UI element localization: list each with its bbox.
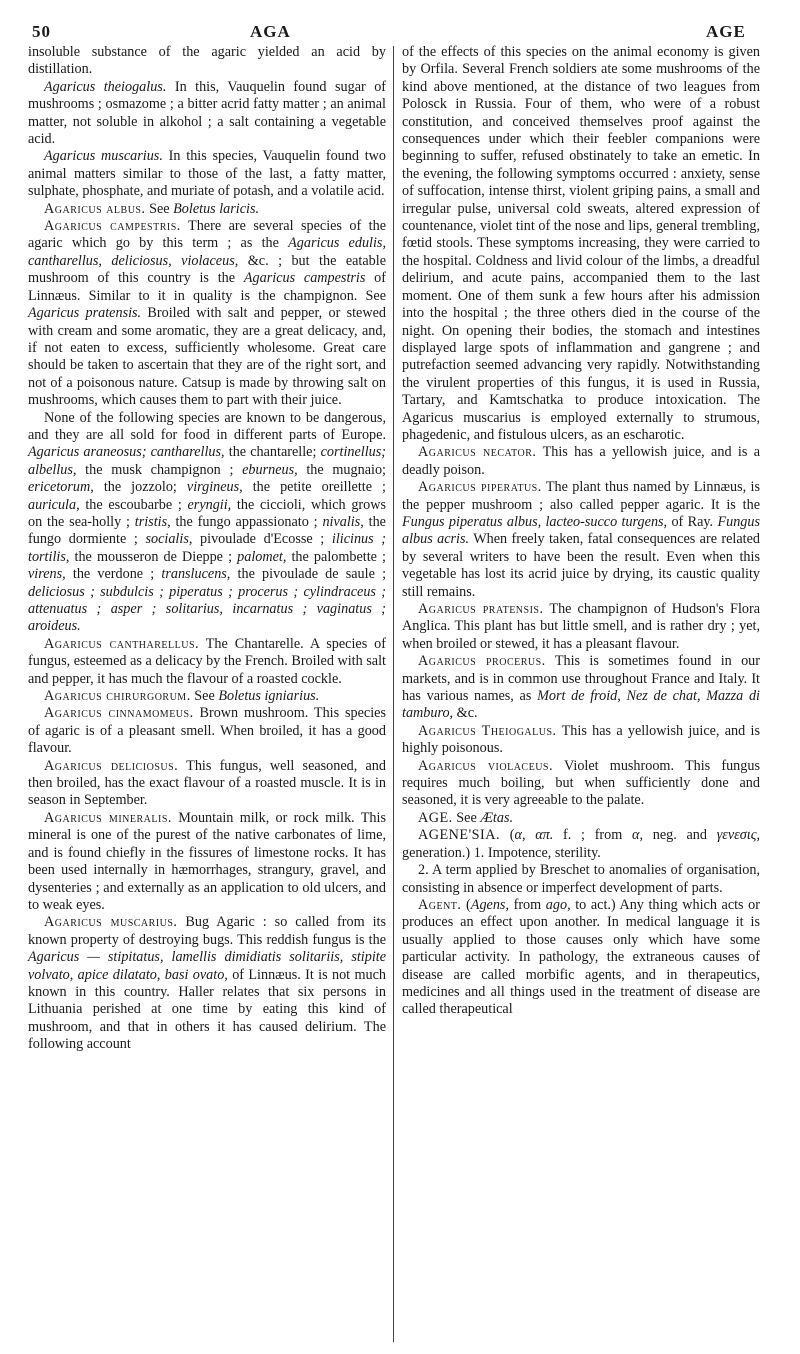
entry-headword: Agaricus cantharellus. — [44, 635, 200, 652]
italic-term: tristis, — [134, 513, 171, 530]
page-number: 50 — [32, 22, 51, 41]
entry-text: &c. — [453, 705, 478, 722]
entry-text: the mousseron de Dieppe ; — [69, 548, 238, 565]
italic-term: palomet, — [237, 548, 287, 565]
italic-term: socialis, — [145, 531, 193, 548]
entry-paragraph — [28, 44, 386, 79]
entry-text: Violet mushroom. This fungus requires much boiling, but when sufficiently done and seasoned, it is very agreeable to the palate. — [402, 757, 760, 809]
entry-headword: Agaricus necator. — [418, 444, 537, 461]
italic-term: virens, — [28, 566, 66, 583]
italic-term: translucens, — [161, 566, 231, 583]
entry-text: The champignon of Hudson's Flora Anglica. This plant has but little smell, and is rather dry ; yet, when broiled or stewed, it has a pleasant flavour. — [402, 601, 761, 652]
entry-paragraph — [402, 827, 760, 862]
entry-paragraph — [28, 410, 386, 636]
italic-term: α, απ. — [514, 827, 554, 844]
italic-term: virgineus, — [186, 479, 243, 496]
entry-text: of the effects of this species on the animal economy is given by Orfila. Several French soldiers ate some mushrooms of the kind above mentioned, at the distance of two leagues from Polosck in Russia. Four of them, who were of a robust constitution, and conceived themselves proof against the consequences under which their feebler companions were beginning to suffer, refused obstinately to take an emetic. In the evening, the following symptoms occurred : anxiety, sense of suffocation, intense thirst, violent griping pains, a small and irregular pulse, universal cold sweats, altered expression of countenance, violet tint of the nose and lips, general trembling, fœtid stools. These symptoms increasing, they were carried to the hospital. Coldness and livid colour of the limbs, a dreadful delirium, and acute pains, accompanied them to the last moment. One of them sunk a few hours after his admission into the hospital ; the three others died in the course of the night. On opening their bodies, the stomach and intestines displayed large spots of inflammation and gangrene ; and putrefaction seemed advancing very rapidly. Notwithstanding the virulent properties of this fungus, it is used in Russia, Tartary, and Kamtschatka to produce intoxication. The Agaricus muscarius is employed externally to strumous, phagedenic, and fistulous ulcers, as an escharotic. — [402, 44, 760, 443]
entry-text: In this, Vauquelin found sugar of mushrooms ; osmazome ; a bitter acrid fatty matter ; an animal matter, not soluble in alkohol ; a salt containing a vegetable acid. — [28, 78, 387, 148]
entry-text: This has a yellowish juice, and is highly poisonous. — [402, 722, 760, 757]
italic-term: Agaricus muscarius. — [44, 148, 163, 165]
entry-headword: Agaricus campestris. — [44, 218, 181, 235]
entry-text: the musk champignon ; — [76, 461, 243, 478]
entry-text: the petite oreillette ; — [242, 479, 386, 496]
italic-term: γενεσις, — [716, 827, 760, 844]
entry-paragraph — [28, 201, 386, 218]
italic-term: Agaricus pratensis. — [28, 305, 142, 322]
italic-term: ilicinus ; tortilis, — [28, 531, 387, 565]
entry-headword: Agaricus violaceus. — [418, 757, 554, 774]
entry-paragraph — [28, 636, 386, 688]
italic-term: Boletus laricis. — [173, 200, 260, 217]
entry-text: generation.) 1. Impotence, sterility. — [402, 844, 601, 861]
entry-text: the mugnaio; — [297, 461, 386, 478]
entry-text: ( — [500, 827, 515, 844]
entry-paragraph — [28, 914, 386, 1053]
entry-text: Bug Agaric : so called from its known property of destroying bugs. This reddish fungus is the — [28, 914, 386, 948]
entry-headword: Agaricus muscarius. — [44, 914, 178, 931]
entry-headword: Agaricus deliciosus. — [44, 757, 179, 774]
entry-text: of Linnæus. Similar to it in quality is the champignon. See — [28, 270, 386, 304]
entry-text: See — [190, 688, 219, 705]
entry-text: ( — [461, 896, 471, 913]
entry-headword: AGE. — [418, 809, 453, 826]
column-divider — [393, 46, 394, 1342]
italic-term: cortinellus; albellus, — [28, 444, 387, 478]
italic-term: nivalis, — [322, 513, 364, 530]
italic-term: Mort de froid, Nez de chat, Mazza di tamburo, — [402, 688, 761, 722]
entry-text: This has a yellowish juice, and is a deadly poison. — [402, 444, 760, 478]
entry-paragraph — [402, 479, 760, 601]
italic-term: α, — [632, 827, 643, 844]
entry-text: &c. ; but the eatable mushroom of this country is the — [28, 252, 386, 287]
entry-text: the palombette ; — [286, 548, 387, 565]
entry-text: of Ray. — [667, 513, 718, 530]
entry-text: 2. A term applied by Breschet to anomalies of organisation, consisting in absence or imperfect development of parts. — [402, 862, 760, 896]
italic-term: eryngii, — [187, 496, 232, 513]
entry-text: Mountain milk, or rock milk. This mineral is one of the purest of the native carbonates of lime, and is found chiefly in the fissures of limestone rocks. It has been used internally in hæmorrhages, strangury, gravel, and dysenteries ; and externally as an application to old ulcers, and to weak eyes. — [28, 809, 386, 913]
entry-text: of Linnæus. It is not much known in this country. Haller relates that six persons in Lithuania perished at one time by eating this kind of mushroom, and that in others it has caused delirium. The following account — [28, 966, 386, 1053]
entry-text: the chantarelle; — [224, 444, 321, 461]
left-running-head: AGA — [250, 22, 291, 41]
entry-text: the escoubarbe ; — [79, 496, 188, 513]
entry-paragraph — [28, 148, 386, 200]
entry-text: This is sometimes found in our markets, and is in common use throughout France and Italy. It has various names, as — [402, 653, 760, 705]
entry-text: Brown mushroom. This species of agaric is of a pleasant smell. When broiled, it has a good flavour. — [28, 705, 386, 757]
entry-text: None of the following species are known to be dangerous, and they are all sold for food in different parts of Europe. — [28, 409, 386, 443]
italic-term: ericetorum, — [28, 479, 94, 496]
entry-paragraph — [28, 688, 386, 705]
italic-term: Agaricus — stipitatus, lamellis dimidiatis solitariis, stipite volvato, apice dilatato, basi ovato, — [28, 949, 386, 983]
entry-text: The plant thus named by Linnæus, is the pepper mushroom ; also called pepper agaric. It is the — [402, 479, 760, 513]
entry-paragraph — [402, 862, 760, 897]
italic-term: Ætas. — [480, 809, 514, 826]
right-column — [402, 44, 760, 1019]
left-column — [28, 44, 386, 1054]
entry-paragraph — [402, 723, 760, 758]
entry-headword: Agaricus procerus. — [418, 653, 546, 670]
italic-term: Agens, — [470, 896, 510, 913]
entry-text: the fungo dormiente ; — [28, 513, 386, 548]
italic-term: eburneus, — [242, 461, 298, 478]
italic-term: Fungus piperatus albus, lacteo-succo turgens, — [402, 513, 668, 530]
entry-text: the jozzolo; — [93, 479, 187, 496]
entry-text: the fungo appassionato ; — [170, 513, 323, 530]
entry-paragraph — [402, 601, 760, 653]
entry-text: to act.) Any thing which acts or produces an effect upon another. In medical language it is usually applied to those causes only which have some particular activity. In pathology, the extraneous causes of disease are called morbific agents, and in therapeutics, medicines and all things used in the treatment of disease are called therapeutical — [402, 896, 760, 1018]
entry-headword: AGENE'SIA. — [418, 827, 501, 844]
entry-paragraph — [28, 705, 386, 757]
entry-headword: Agaricus mineralis. — [44, 809, 172, 826]
italic-term: Agaricus araneosus; cantharellus, — [28, 444, 225, 461]
entry-text: insoluble substance of the agaric yielded an acid by distillation. — [28, 44, 386, 78]
entry-text: pivoulade d'Ecosse ; — [192, 531, 332, 548]
entry-paragraph — [402, 897, 760, 1019]
italic-term: Boletus igniarius. — [218, 688, 320, 705]
entry-text: from — [509, 896, 546, 913]
entry-paragraph — [28, 810, 386, 914]
italic-term: Agaricus campestris — [243, 270, 366, 287]
entry-text: neg. and — [643, 827, 717, 844]
entry-text: the pivoulade de saule ; — [230, 566, 387, 583]
entry-paragraph — [402, 810, 760, 827]
entry-headword: Agaricus Theiogalus. — [418, 722, 557, 739]
entry-paragraph — [402, 758, 760, 810]
entry-text: See — [452, 809, 481, 826]
entry-text: The Chantarelle. A species of fungus, esteemed as a delicacy by the French. Broiled with salt and pepper, it has much the flavour of a roasted cockle. — [28, 635, 386, 687]
entry-paragraph — [402, 44, 760, 444]
italic-term: ago, — [545, 896, 571, 913]
entry-paragraph — [28, 218, 386, 409]
entry-text: Broiled with salt and pepper, or stewed with cream and some aromatic, they are a great delicacy, and, if not eaten to excess, sufficiently wholesome. Great care should be taken to ascertain that they are of the right sort, and not of a poisonous nature. Catsup is made by throwing salt on mushrooms, which causes them to part with their juice. — [28, 305, 386, 409]
italic-term: deliciosus ; subdulcis ; piperatus ; procerus ; cylindraceus ; attenuatus ; asper ; solitarius, incarnatus ; vaginatus ; aroideus. — [28, 583, 386, 635]
entry-text: the verdone ; — [65, 566, 162, 583]
italic-term: auricula, — [28, 496, 80, 513]
right-running-head: AGE — [706, 22, 746, 41]
entry-text: This fungus, well seasoned, and then broiled, has the exact flavour of a roasted muscle. It is in season in September. — [28, 757, 386, 809]
entry-headword: Agaricus piperatus. — [418, 479, 542, 496]
italic-term: Agaricus theiogalus. — [44, 78, 167, 95]
italic-term: Agaricus edulis, cantharellus, deliciosus, violaceus, — [28, 235, 386, 269]
entry-headword: Agaricus albus. — [44, 200, 146, 217]
italic-term: Fungus albus acris. — [402, 513, 760, 548]
entry-paragraph — [28, 758, 386, 810]
entry-text: There are several species of the agaric which go by this term ; as the — [28, 218, 387, 252]
entry-text: the ciccioli, which grows on the sea-holly ; — [28, 496, 386, 530]
entry-headword: Agaricus cinnamomeus. — [44, 705, 194, 722]
entry-headword: Agaricus chirurgorum. — [44, 688, 191, 705]
running-header — [28, 22, 768, 46]
entry-paragraph — [402, 653, 760, 723]
entry-paragraph — [402, 444, 760, 479]
entry-text: When freely taken, fatal consequences are related by several writers to have been the result. Even when this vegetable has lost its acrid juice by drying, its caustic quality still remains. — [402, 531, 760, 600]
entry-text: In this species, Vauquelin found two animal matters similar to those of the last, a fatty matter, sulphate, phosphate, and muriate of potash, and a volatile acid. — [28, 148, 387, 200]
entry-text: See — [145, 200, 174, 217]
entry-text: f. ; from — [553, 827, 632, 844]
entry-paragraph — [28, 79, 386, 149]
entry-headword: Agaricus pratensis. — [418, 601, 544, 617]
entry-headword: Agent. — [418, 896, 462, 913]
